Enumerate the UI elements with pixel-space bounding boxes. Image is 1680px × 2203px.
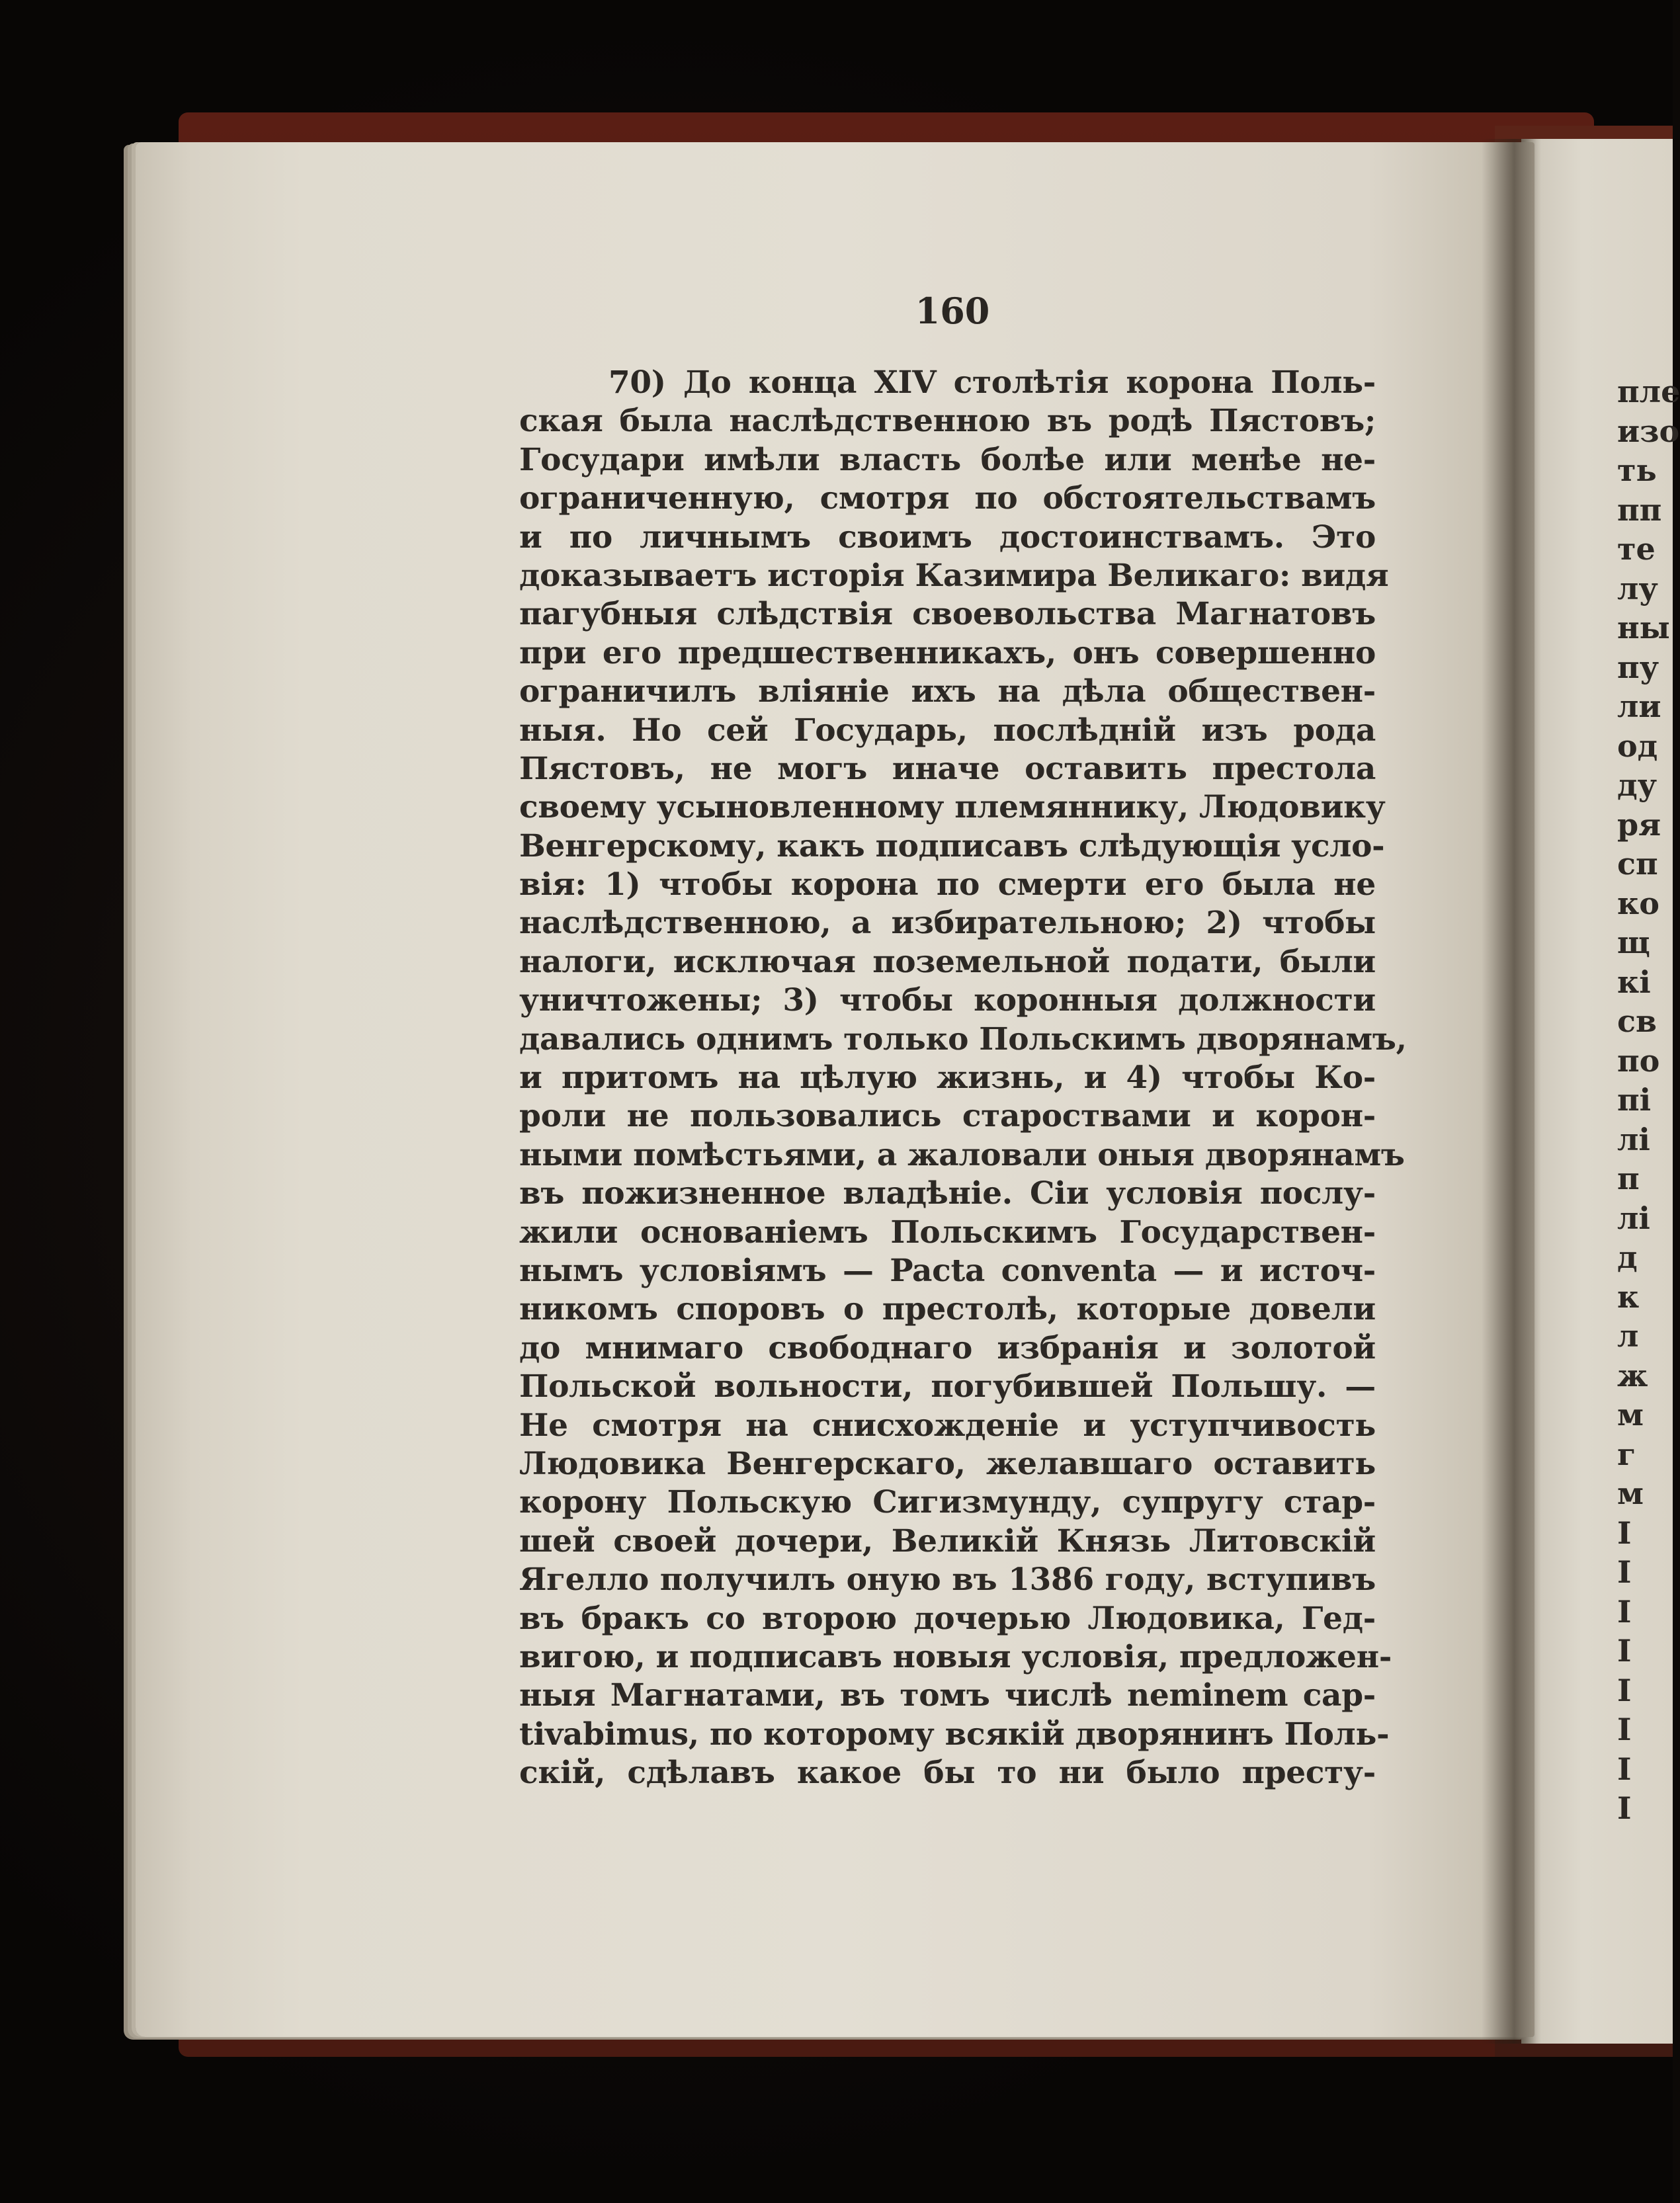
text-line: ныя Магнатами, въ томъ числѣ neminem cap- (519, 1677, 1376, 1714)
facing-page-fragment: сп (1617, 846, 1658, 882)
text-line: въ пожизненное владѣніе. Сіи условія послу- (519, 1175, 1376, 1212)
facing-page-text-fragments (1617, 372, 1680, 1829)
text-line: вигою, и подписавъ новыя условія, предложен- (519, 1638, 1392, 1675)
facing-page-fragment: пп (1617, 491, 1662, 528)
text-line: своему усыновленному племяннику, Людовику (519, 789, 1386, 826)
facing-page-fragment: од (1617, 727, 1658, 764)
text-line: роли не пользовались староствами и корон- (519, 1098, 1376, 1135)
text-line: доказываетъ исторія Казимира Великаго: видя (519, 557, 1389, 594)
facing-page-fragment: пу (1617, 649, 1659, 685)
text-line: никомъ споровъ о престолѣ, которые довели (519, 1291, 1376, 1328)
text-line: Людовика Венгерскаго, желавшаго оставить (519, 1445, 1376, 1482)
facing-page-fragment: I (1617, 1751, 1632, 1787)
facing-page-fragment: пле (1617, 374, 1680, 409)
text-line: налоги, исключая поземельной подати, были (519, 943, 1376, 980)
text-line: въ бракъ со второю дочерью Людовика, Гед- (519, 1600, 1376, 1637)
text-line: ограничилъ вліяніе ихъ на дѣла обществен- (519, 673, 1376, 710)
text-line: ская была наслѣдственною въ родѣ Пястовъ; (519, 403, 1376, 440)
facing-page-fragment: ли (1617, 688, 1661, 724)
facing-page-fragment: I (1617, 1672, 1632, 1708)
text-line: корону Польскую Сигизмунду, супругу стар- (519, 1484, 1376, 1521)
facing-page-fragment: лі (1617, 1121, 1650, 1157)
text-line: и по личнымъ своимъ достоинствамъ. Это (519, 519, 1376, 556)
text-line: 70) До конца XIV столѣтія корона Поль- (609, 364, 1376, 401)
text-line: Пястовъ, не могъ иначе оставить престола (519, 750, 1376, 787)
facing-page-fragment: пі (1617, 1082, 1652, 1118)
text-line: уничтожены; 3) чтобы коронныя должности (519, 982, 1376, 1019)
facing-page-fragment: по (1617, 1042, 1660, 1079)
facing-page-fragment: I (1617, 1593, 1632, 1630)
text-line: Государи имѣли власть болѣе или менѣе не- (519, 441, 1376, 478)
text-line: вія: 1) чтобы корона по смерти его была не (519, 866, 1376, 903)
facing-page-fragment: I (1617, 1712, 1632, 1747)
text-line: до мнимаго свободнаго избранія и золотой (519, 1329, 1376, 1366)
text-line: давались однимъ только Польскимъ дворянамъ, (519, 1020, 1407, 1058)
facing-page-fragment: кі (1617, 964, 1651, 1000)
facing-page-fragment: п (1617, 1161, 1640, 1196)
text-line: шей своей дочери, Великій Князь Литовскій (519, 1522, 1376, 1559)
facing-page-fragment: к (1617, 1278, 1640, 1315)
facing-page-fragment: I (1617, 1554, 1632, 1590)
facing-page-fragment: лу (1617, 570, 1658, 606)
text-line: при его предшественникахъ, онъ совершенно (519, 634, 1376, 671)
facing-page-fragment: I (1617, 1790, 1632, 1826)
facing-page-fragment: св (1617, 1003, 1657, 1039)
text-line: Венгерскому, какъ подписавъ слѣдующія усло- (519, 827, 1385, 864)
facing-page-fragment: м (1617, 1397, 1644, 1433)
page-number: 160 (915, 290, 990, 332)
facing-page-fragment: д (1617, 1239, 1638, 1275)
facing-page-fragment: ны (1617, 610, 1670, 645)
text-line: ограниченную, смотря по обстоятельствамъ (519, 480, 1376, 517)
facing-page-fragment: I (1617, 1515, 1632, 1551)
facing-page-fragment: те (1617, 531, 1656, 567)
text-line: жили основаніемъ Польскимъ Государствен- (519, 1214, 1376, 1251)
book-gutter (1482, 139, 1541, 2044)
text-line: скій, сдѣлавъ какое бы то ни было престу- (519, 1755, 1376, 1792)
facing-page-fragment: м (1617, 1476, 1644, 1511)
page-body-text (519, 364, 1407, 1792)
facing-page-fragment: ж (1617, 1357, 1648, 1393)
text-line: Ягелло получилъ оную въ 1386 году, вступивъ (519, 1561, 1376, 1599)
text-line: пагубныя слѣдствія своевольства Магнатовъ (519, 596, 1376, 633)
facing-page-fragment: лі (1617, 1200, 1650, 1236)
facing-page-fragment: ко (1617, 885, 1659, 921)
facing-page-fragment: ду (1617, 767, 1658, 803)
text-line: ными помѣстьями, а жаловали оныя дворянамъ (519, 1136, 1405, 1173)
text-line: наслѣдственною, а избирательною; 2) чтобы (519, 905, 1376, 942)
facing-page-fragment: л (1617, 1318, 1639, 1354)
text-line: Польской вольности, погубившей Польшу. — (519, 1368, 1376, 1405)
facing-page-fragment: ря (1617, 806, 1661, 843)
facing-page-fragment: г (1617, 1436, 1636, 1472)
facing-page-fragment: ть (1617, 452, 1657, 488)
text-line: и притомъ на цѣлую жизнь, и 4) чтобы Ко- (519, 1060, 1376, 1097)
text-line: нымъ условіямъ — Pacta conventa — и источ- (519, 1252, 1376, 1289)
text-line: tivabimus, по которому всякій дворянинъ Поль- (519, 1716, 1390, 1753)
text-line: Не смотря на снисхожденіе и уступчивость (519, 1407, 1376, 1444)
text-line: ныя. Но сей Государь, послѣдній изъ рода (519, 712, 1376, 749)
facing-page-fragment: I (1617, 1633, 1632, 1669)
facing-page-fragment: щ (1617, 925, 1650, 960)
facing-page-fragment: изо (1617, 413, 1680, 449)
